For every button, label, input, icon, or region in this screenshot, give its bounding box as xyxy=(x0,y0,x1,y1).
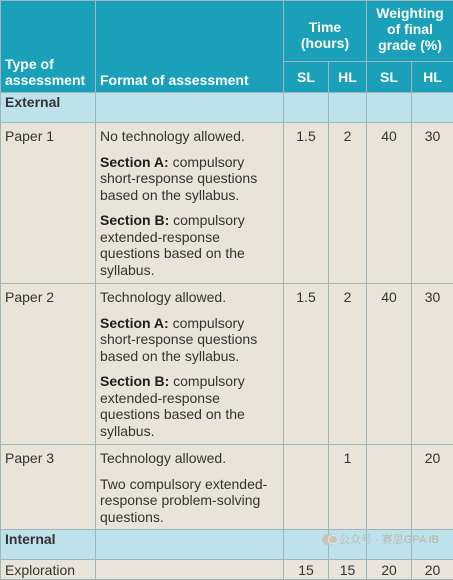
header-time-hl: HL xyxy=(329,62,367,93)
table-row-paper-1 xyxy=(1,123,453,284)
section-row-external xyxy=(1,93,453,123)
cell-weight-sl xyxy=(367,445,412,530)
cell-time-sl: 1.5 xyxy=(284,123,329,284)
cell-time-hl: 1 xyxy=(329,445,367,530)
header-time-hours xyxy=(284,1,367,62)
cell-time-hl: 2 xyxy=(329,123,367,284)
cell-time-sl: 15 xyxy=(284,560,329,580)
cell-format xyxy=(96,123,284,284)
format-extra: Two compulsory extended-response problem-solving questions. xyxy=(100,476,279,526)
format-intro: No technology allowed. xyxy=(100,128,279,145)
format-section-b: Section B: compulsory extended-response questions based on the syllabus. xyxy=(100,212,279,278)
cell-weight-hl: 20 xyxy=(412,560,453,580)
cell-format xyxy=(96,445,284,530)
cell-weight-hl: 30 xyxy=(412,123,453,284)
table-row-exploration xyxy=(1,560,453,580)
format-section-a: Section A: compulsory short-response questions based on the syllabus. xyxy=(100,154,279,204)
format-section-a: Section A: compulsory short-response questions based on the syllabus. xyxy=(100,315,279,365)
cell-time-hl: 15 xyxy=(329,560,367,580)
cell-weight-sl: 20 xyxy=(367,560,412,580)
cell-format xyxy=(96,284,284,445)
cell-type: Exploration xyxy=(1,560,96,580)
header-weighting: Weighting of final grade (%) xyxy=(367,1,453,62)
cell-weight-hl: 30 xyxy=(412,284,453,445)
cell-time-sl: 1.5 xyxy=(284,284,329,445)
cell-time-sl xyxy=(284,445,329,530)
header-type-of-assessment: Type of assessment xyxy=(1,1,96,93)
watermark-text: 公众号 · 赛思GPA IB xyxy=(339,531,439,547)
header-time-sl: SL xyxy=(284,62,329,93)
cell-weight-hl: 20 xyxy=(412,445,453,530)
section-label-internal: Internal xyxy=(1,530,96,560)
cell-time-hl: 2 xyxy=(329,284,367,445)
format-intro: Technology allowed. xyxy=(100,289,279,306)
cell-type: Paper 2 xyxy=(1,284,96,445)
table-row-paper-2 xyxy=(1,284,453,445)
wechat-icon xyxy=(322,534,335,545)
header-weight-hl: HL xyxy=(412,62,453,93)
cell-type: Paper 3 xyxy=(1,445,96,530)
header-format-of-assessment: Format of assessment xyxy=(96,1,284,93)
cell-type: Paper 1 xyxy=(1,123,96,284)
table-row-paper-3 xyxy=(1,445,453,530)
cell-weight-sl: 40 xyxy=(367,123,412,284)
section-label-external: External xyxy=(1,93,96,123)
header-time-label: Time (hours) xyxy=(286,5,364,51)
cell-format xyxy=(96,560,284,580)
watermark xyxy=(322,531,439,547)
format-intro: Technology allowed. xyxy=(100,450,279,467)
header-weight-sl: SL xyxy=(367,62,412,93)
cell-weight-sl: 40 xyxy=(367,284,412,445)
format-section-b: Section B: compulsory extended-response questions based on the syllabus. xyxy=(100,373,279,439)
